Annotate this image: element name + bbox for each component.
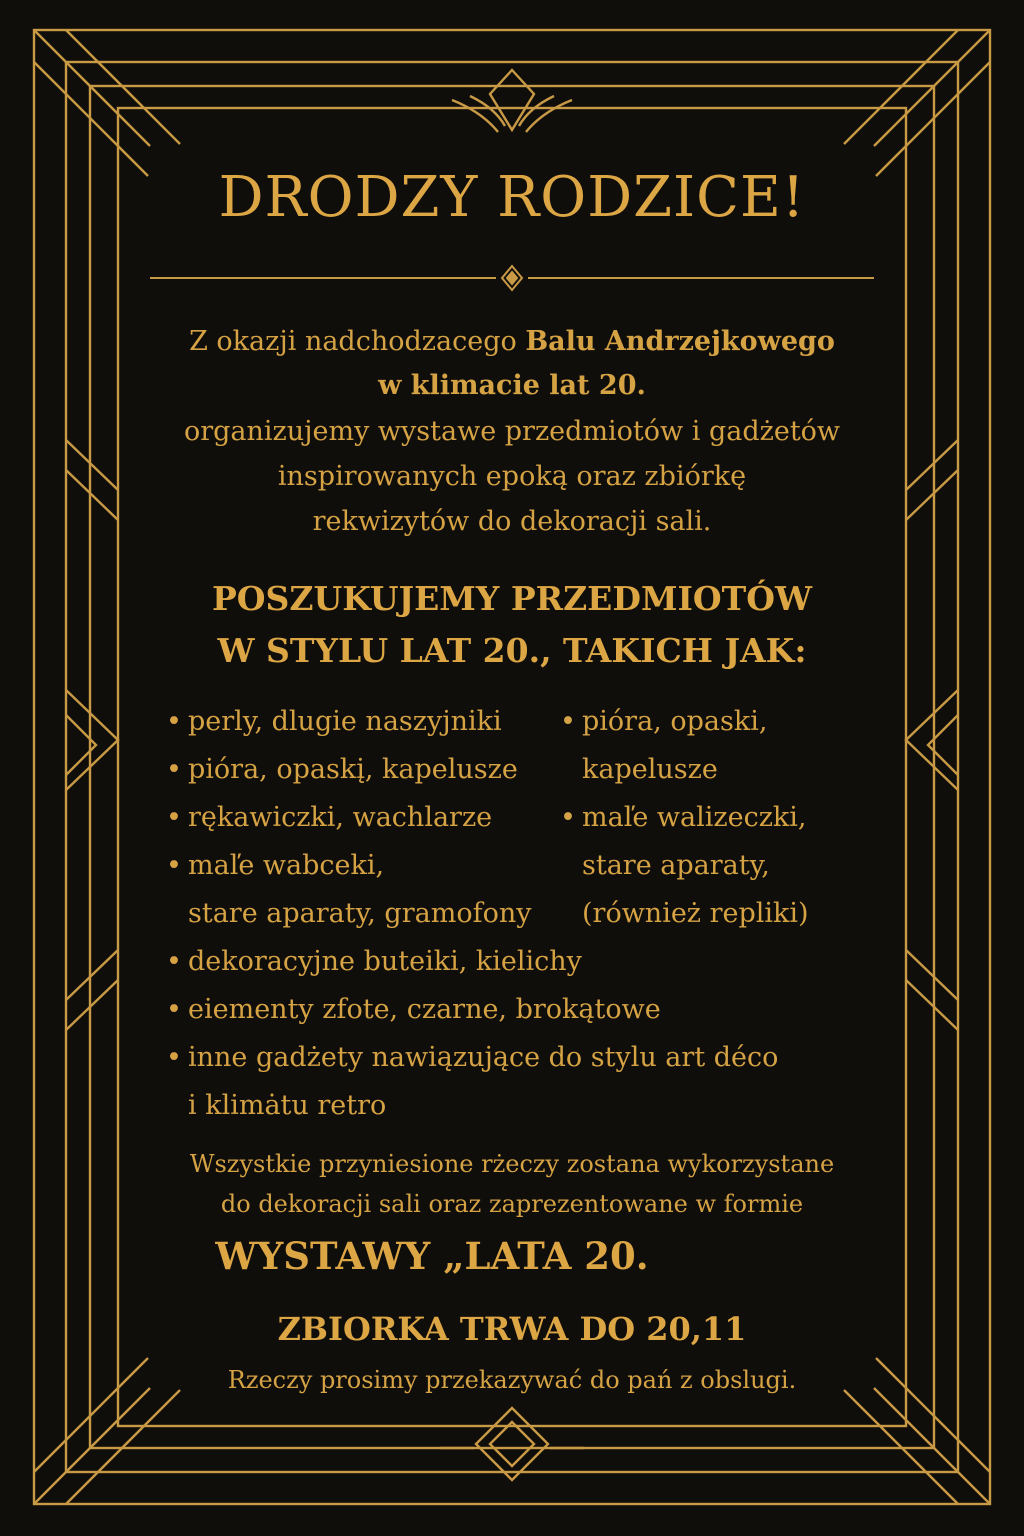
closing-line-2: do dekoracji sali oraz zaprezentowane w formie xyxy=(220,1190,804,1218)
list-item-continuation: (również repliki) xyxy=(582,898,809,929)
handover-note: Rzeczy prosimy przekazywać do pań z obslugi. xyxy=(227,1366,797,1394)
page-title: DRODZY RODZICE! xyxy=(218,165,806,230)
section-heading-line-2: W STYLU LAT 20., TAKICH JAK: xyxy=(217,631,807,670)
closing-line-1: Wszystkie przyniesione rżeczy zostana wykorzystane xyxy=(189,1150,835,1178)
intro-line-3: organizujemy wystawe przedmiotów i gadżetów xyxy=(183,416,841,447)
list-item: • dekoracyjne buteiki, kielichy xyxy=(166,938,778,986)
list-item: • inne gadżety nawiązujące do stylu art déco xyxy=(166,1034,778,1082)
items-list-right xyxy=(560,698,809,938)
list-item: • maľe wabceki, xyxy=(166,842,778,890)
list-item-continuation: stare aparaty, xyxy=(582,850,770,881)
list-item: • pióra, opaski, xyxy=(560,698,809,746)
collection-deadline: ZBIORKA TRWA DO 20,11 xyxy=(277,1310,747,1348)
exhibition-title: WYSTAWY „LATA 20. xyxy=(215,1234,649,1278)
list-item-continuation: stare aparaty, gramofony xyxy=(188,898,532,929)
intro-line-2: w klimacie lat 20. xyxy=(378,370,646,401)
section-heading-line-1: POSZUKUJEMY PRZEDMIOTÓW xyxy=(211,579,813,618)
intro-line-4: inspirowanych epoką oraz zbiórkę xyxy=(277,461,747,492)
list-item: • maľe walizeczki, xyxy=(560,794,809,842)
intro-line-1 xyxy=(0,320,1024,364)
list-item-continuation: kapelusze xyxy=(582,754,718,785)
list-item: • pióra, opaskį, kapelusze xyxy=(166,746,778,794)
list-item: • rękawiczki, wachlarze xyxy=(166,794,778,842)
list-item: • perly, dlugie naszyjniki xyxy=(166,698,778,746)
intro-ball-name: Balu Andrzejkowego xyxy=(525,326,835,357)
list-item: • eiementy zfote, czarne, brokątowe xyxy=(166,986,778,1034)
intro-line-1-prefix: Z okazji nadchodzacego xyxy=(189,326,526,357)
intro-line-5: rekwizytów do dekoracji sali. xyxy=(312,506,712,537)
list-item-continuation: i klimȧtu retro xyxy=(188,1090,387,1121)
